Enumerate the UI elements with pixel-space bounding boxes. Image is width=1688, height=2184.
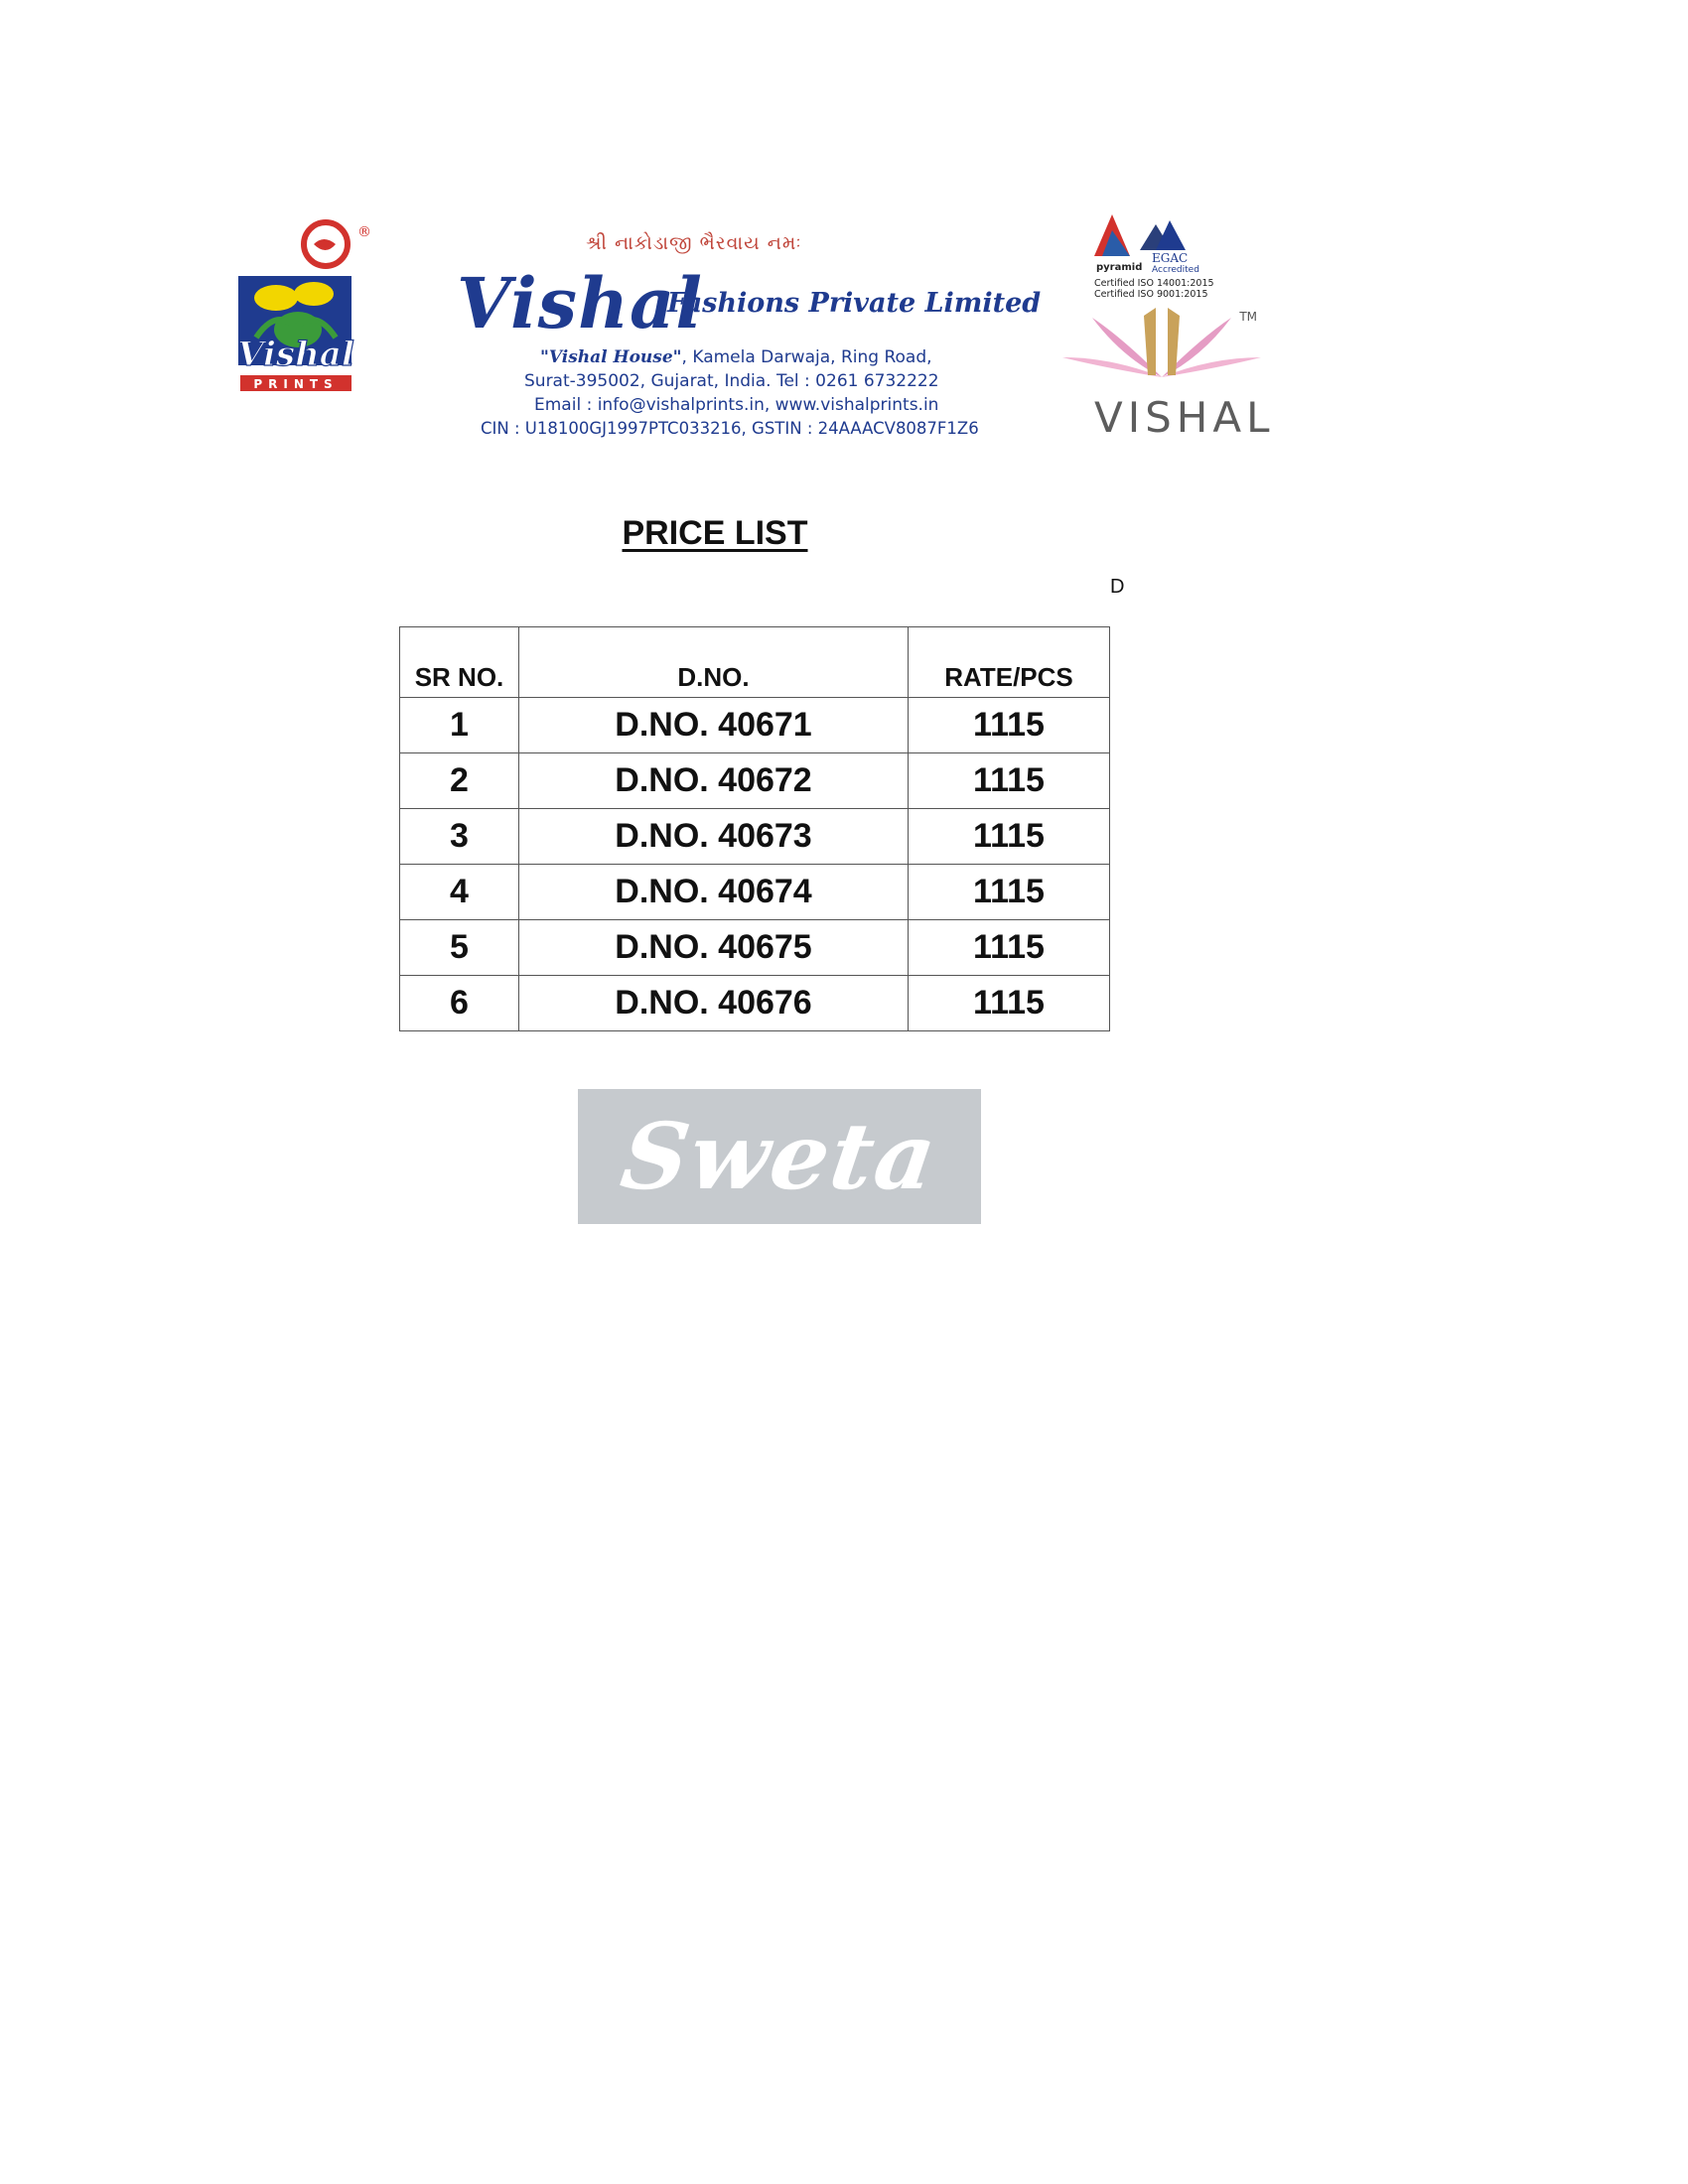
pyramid-label: pyramid: [1096, 262, 1143, 273]
cell-rate: 1115: [909, 809, 1110, 865]
cell-rate: 1115: [909, 920, 1110, 976]
iso-14001-label: Certified ISO 14001:2015: [1094, 278, 1214, 289]
certification-logo: [1090, 210, 1219, 302]
cell-dno: D.NO. 40673: [519, 809, 909, 865]
cell-dno: D.NO. 40676: [519, 976, 909, 1031]
cell-rate: 1115: [909, 753, 1110, 809]
table-row: [400, 865, 1110, 920]
cell-rate: 1115: [909, 976, 1110, 1031]
cell-dno: D.NO. 40675: [519, 920, 909, 976]
address-line-1-rest: , Kamela Darwaja, Ring Road,: [681, 347, 932, 367]
header-rate: RATE/PCS: [909, 627, 1110, 698]
tm-mark: TM: [1239, 310, 1257, 324]
page-title: PRICE LIST: [622, 514, 808, 552]
cell-sr: 4: [400, 865, 519, 920]
cell-sr: 5: [400, 920, 519, 976]
company-header: [437, 216, 1053, 445]
address-line-2: Surat-395002, Gujarat, India. Tel : 0261 6732222: [524, 371, 939, 391]
left-logo-sub: PRINTS: [253, 377, 339, 391]
table-row: [400, 920, 1110, 976]
cell-rate: 1115: [909, 865, 1110, 920]
header-dno: D.NO.: [519, 627, 909, 698]
invocation-line: શ્રી નાકોડાજી ભૈરવાય નમઃ: [586, 232, 802, 254]
vishal-prints-logo: [226, 218, 369, 407]
cell-sr: 1: [400, 698, 519, 753]
header-sr-no: SR NO.: [400, 627, 519, 698]
egac-label: EGAC: [1152, 251, 1189, 265]
cell-sr: 3: [400, 809, 519, 865]
registered-mark: ®: [357, 224, 371, 240]
table-row: [400, 698, 1110, 753]
company-name-rest: Fashions Private Limited: [667, 288, 1042, 319]
sweta-logo-text: Sweta: [615, 1103, 944, 1210]
vishal-wordmark: VISHAL: [1094, 393, 1275, 442]
table-row: [400, 976, 1110, 1031]
cell-dno: D.NO. 40672: [519, 753, 909, 809]
cell-dno: D.NO. 40671: [519, 698, 909, 753]
address-line-1: [540, 347, 932, 367]
iso-9001-label: Certified ISO 9001:2015: [1094, 289, 1208, 300]
left-logo-brand: Vishal: [237, 335, 354, 374]
accredited-label: Accredited: [1152, 265, 1199, 275]
table-header-row: [400, 627, 1110, 698]
address-line-4: CIN : U18100GJ1997PTC033216, GSTIN : 24AAACV8087F1Z6: [481, 419, 979, 438]
cell-rate: 1115: [909, 698, 1110, 753]
vishal-tm-logo: [1053, 298, 1275, 447]
company-brand: Vishal: [457, 262, 703, 344]
table-row: [400, 753, 1110, 809]
table-row: [400, 809, 1110, 865]
address-line-3: Email : info@vishalprints.in, www.vishalprints.in: [534, 395, 939, 415]
price-table: [399, 626, 1110, 1031]
cell-dno: D.NO. 40674: [519, 865, 909, 920]
sweta-logo: [578, 1089, 981, 1224]
cell-sr: 6: [400, 976, 519, 1031]
address-house: "Vishal House": [540, 347, 682, 367]
cell-sr: 2: [400, 753, 519, 809]
stray-mark: D: [1110, 576, 1125, 598]
